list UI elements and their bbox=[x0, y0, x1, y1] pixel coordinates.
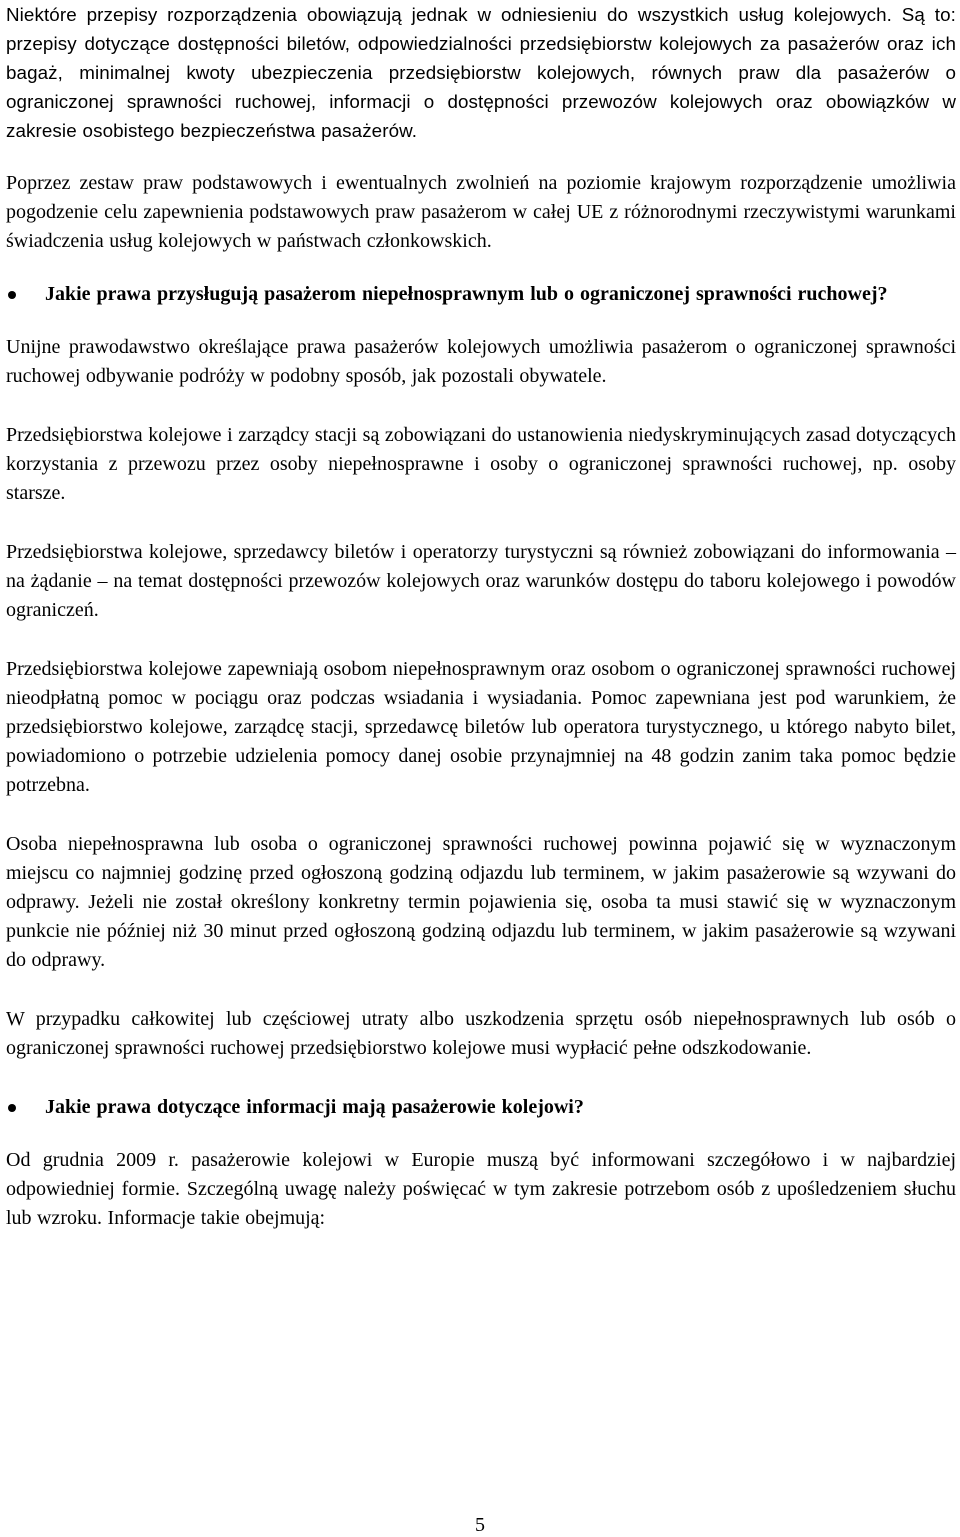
paragraph-free-assistance: Przedsiębiorstwa kolejowe zapewniają osobom niepełnosprawnym oraz osobom o ograniczonej sprawności ruchowej nieodpłatną pomoc w pociągu oraz podczas wsiadania i wysiadania. Pomoc zapewniana jest pod warunkiem, że przedsiębiorstwo kolejowe, zarządcę stacji, sprzedawcę biletów lub operatora turystycznego, u którego nabyto bilet, powiadomiono o potrzebie udzielenia pomocy danej osobie przynajmniej na 48 godzin zanim taka pomoc będzie potrzebna. bbox=[6, 658, 956, 796]
paragraph-arrival-time: Osoba niepełnosprawna lub osoba o ograniczonej sprawności ruchowej powinna pojawić się w wyznaczonym miejscu co najmniej godzinę przed ogłoszoną godziną odjazdu lub terminem, w jakim pasażerowie są wzywani do odprawy. Jeżeli nie został określony konkretny termin pojawienia się, osoba ta musi stawić się w wyznaczonym punkcie nie później niż 30 minut przed ogłoszoną godziną odjazdu lub terminem, w jakim pasażerowie są wzywani do odprawy. bbox=[6, 833, 956, 971]
bullet-icon bbox=[8, 1104, 16, 1112]
paragraph-compensation: W przypadku całkowitej lub częściowej utraty albo uszkodzenia sprzętu osób niepełnosprawnych lub osób o ograniczonej sprawności ruchowej przedsiębiorstwo kolejowe musi wypłacić pełne odszkodowanie. bbox=[6, 1008, 956, 1059]
section-heading-text: Jakie prawa dotyczące informacji mają pasażerowie kolejowi? bbox=[45, 1096, 584, 1118]
paragraph-access-rules: Przedsiębiorstwa kolejowe i zarządcy stacji są zobowiązani do ustanowienia niedyskryminujących zasad dotyczących korzystania z przewozu przez osoby niepełnosprawne i osoby o ograniczonej sprawności ruchowej, np. osoby starsze. bbox=[6, 424, 956, 504]
paragraph-information-duty: Przedsiębiorstwa kolejowe, sprzedawcy biletów i operatorzy turystyczni są również zobowiązani do informowania – na żądanie – na temat dostępności przewozów kolejowych oraz warunków dostępu do taboru kolejowego i powodów ograniczeń. bbox=[6, 541, 956, 621]
section-heading-text: Jakie prawa przysługują pasażerom niepełnosprawnym lub o ograniczonej sprawności ruchowej? bbox=[45, 283, 888, 305]
paragraph-information-from-2009: Od grudnia 2009 r. pasażerowie kolejowi w Europie muszą być informowani szczegółowo i w najbardziej odpowiedniej formie. Szczególną uwagę należy poświęcać w tym zakresie potrzebom osób z upośledzeniem słuchu lub wzroku. Informacje takie obejmują: bbox=[6, 1149, 956, 1229]
paragraph-national-exemptions: Poprzez zestaw praw podstawowych i ewentualnych zwolnień na poziomie krajowym rozporządzenie umożliwia pogodzenie celu zapewnienia podstawowych praw pasażerom w całej UE z różnorodnymi rzeczywistymi warunkami świadczenia usług kolejowych w państwach członkowskich. bbox=[6, 172, 956, 252]
bullet-icon bbox=[8, 291, 16, 299]
section-heading-reduced-mobility bbox=[6, 280, 956, 309]
paragraph-scope: Niektóre przepisy rozporządzenia obowiązują jednak w odniesieniu do wszystkich usług kolejowych. Są to: przepisy dotyczące dostępności biletów, odpowiedzialności przedsiębiorstw kolejowych za pasażerów oraz ich bagaż, minimalnej kwoty ubezpieczenia przedsiębiorstw kolejowych, równych praw dla pasażerów o ograniczonej sprawności ruchowej, informacji o dostępności przewozów kolejowych oraz obowiązków w zakresie osobistego bezpieczeństwa pasażerów. bbox=[6, 4, 956, 141]
paragraph-eu-legislation: Unijne prawodawstwo określające prawa pasażerów kolejowych umożliwia pasażerom o ograniczonej sprawności ruchowej odbywanie podróży w podobny sposób, jak pozostali obywatele. bbox=[6, 336, 956, 387]
document-page bbox=[6, 0, 956, 1233]
page-number: 5 bbox=[475, 1514, 485, 1536]
section-heading-information-rights bbox=[6, 1093, 956, 1122]
